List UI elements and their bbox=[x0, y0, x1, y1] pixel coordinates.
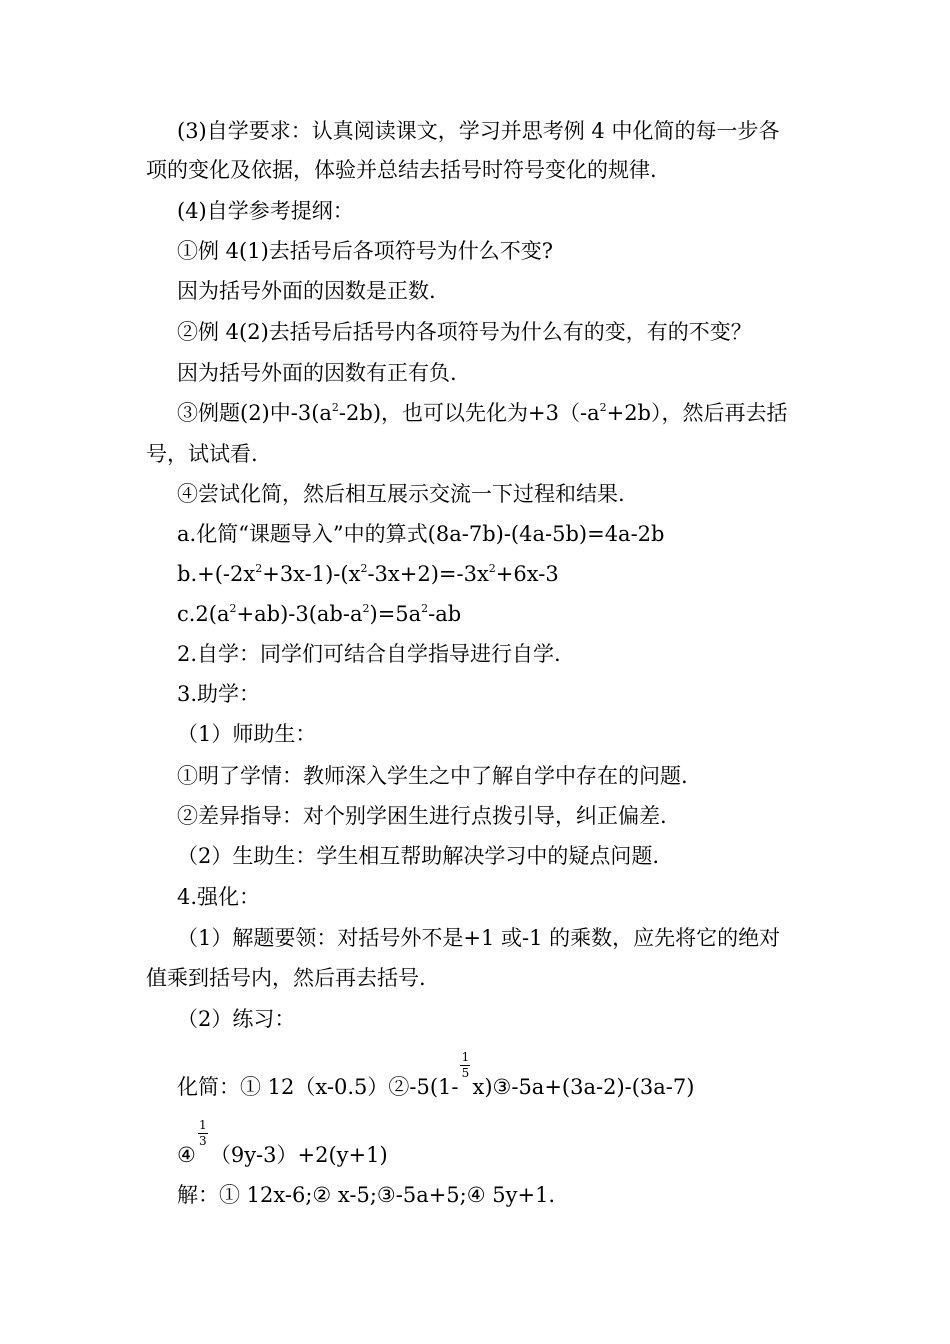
paragraph-line: （2）生助生：学生相互帮助解决学习中的疑点问题. bbox=[177, 844, 660, 868]
paragraph-line: 号，试试看. bbox=[146, 442, 258, 466]
paragraph-line: （2）练习： bbox=[177, 1007, 296, 1031]
paragraph-line: $c.2(a^2+ab)-3(ab-a^2)=5a^2-ab$ bbox=[177, 602, 462, 626]
paragraph-line: ②例 4(2)去括号后括号内各项符号为什么有的变，有的不变？ bbox=[177, 320, 752, 344]
paragraph-line: 项的变化及依据，体验并总结去括号时符号变化的规律. bbox=[146, 158, 657, 182]
paragraph-line: （1）师助生： bbox=[177, 722, 317, 746]
paragraph-line: 2.自学：同学们可结合自学指导进行自学. bbox=[177, 642, 561, 666]
paragraph-line: 化简：① 12（x-0.5）②-5(1- $\frac{1}{5}$ x)③-5a+(3a-2)-(3a-7) bbox=[177, 1073, 694, 1103]
fraction: $\frac{1}{3}$ bbox=[199, 1117, 207, 1148]
paragraph-line: 3.助学： bbox=[177, 682, 261, 706]
paragraph-line: ②差异指导：对个别学困生进行点拨引导，纠正偏差. bbox=[177, 804, 667, 828]
paragraph-line: (4)自学参考提纲： bbox=[177, 199, 354, 223]
fraction: $\frac{1}{5}$ bbox=[461, 1049, 470, 1080]
paragraph-line: 解：① 12x-6;② x-5;③-5a+5;④ 5y+1. bbox=[177, 1183, 556, 1207]
paragraph-line: ①明了学情：教师深入学生之中了解自学中存在的问题. bbox=[177, 764, 688, 788]
paragraph-line: ③例题(2)中$-3(a^2-2b)$，也可以先化为$+3(-a^2+2b)$，然后再去括 bbox=[177, 401, 788, 425]
paragraph-line: a.化简“课题导入”中的算式(8a-7b)-(4a-5b)=4a-2b bbox=[177, 522, 665, 546]
paragraph-line: ④ $\frac{1}{3}$ （9y-3）+2(y+1) bbox=[177, 1141, 388, 1171]
paragraph-line: $b.+(-2x^2+3x-1)-(x^2-3x+2)=-3x^2+6x-3$ bbox=[177, 562, 559, 586]
paragraph-line: ④尝试化简，然后相互展示交流一下过程和结果. bbox=[177, 482, 625, 506]
paragraph-line: （1）解题要领：对括号外不是+1 或-1 的乘数，应先将它的绝对 bbox=[177, 926, 781, 950]
paragraph-line: 因为括号外面的因数是正数. bbox=[177, 279, 436, 303]
paragraph-line: 4.强化： bbox=[177, 885, 261, 909]
paragraph-line: (3)自学要求：认真阅读课文，学习并思考例 4 中化简的每一步各 bbox=[177, 119, 780, 143]
paragraph-line: 因为括号外面的因数有正有负. bbox=[177, 361, 457, 385]
paragraph-line: ①例 4(1)去括号后各项符号为什么不变? bbox=[177, 239, 554, 263]
paragraph-line: 值乘到括号内，然后再去括号. bbox=[146, 966, 426, 990]
